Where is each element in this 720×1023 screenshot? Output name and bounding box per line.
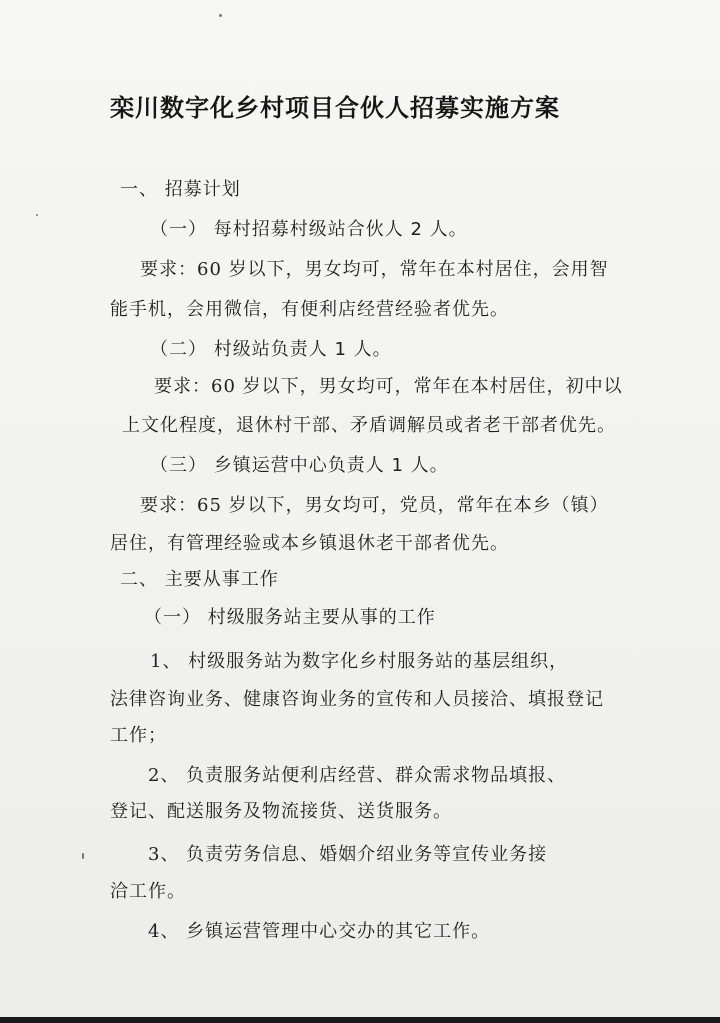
scan-speck: [82, 853, 84, 859]
paragraph-line: 法律咨询业务、健康咨询业务的宣传和人员接洽、填报登记: [110, 689, 604, 710]
subsection-village-partner: （一） 每村招募村级站合伙人 2 人。: [150, 219, 468, 240]
subsection-village-leader: （二） 村级站负责人 1 人。: [150, 339, 392, 360]
document-title: 栾川数字化乡村项目合伙人招募实施方案: [110, 94, 560, 122]
paragraph-line: 3、 负责劳务信息、婚姻介绍业务等宣传业务接: [148, 844, 548, 865]
section-heading-recruitment-plan: 一、 招募计划: [120, 179, 241, 200]
paragraph-line: 居住，有管理经验或本乡镇退休老干部者优先。: [110, 533, 509, 554]
scan-speck: [219, 14, 222, 17]
paragraph-line: 能手机，会用微信，有便利店经营经验者优先。: [110, 299, 509, 320]
subsection-service-station-work: （一） 村级服务站主要从事的工作: [144, 607, 436, 628]
scan-speck: [36, 214, 38, 216]
paragraph-line: 上文化程度，退休村干部、矛盾调解员或者老干部者优先。: [122, 415, 616, 436]
subsection-township-leader: （三） 乡镇运营中心负责人 1 人。: [150, 455, 449, 476]
paragraph-line: 1、 村级服务站为数字化乡村服务站的基层组织，: [150, 651, 569, 672]
paragraph-line: 洽工作。: [110, 881, 186, 902]
paragraph-line: 4、 乡镇运营管理中心交办的其它工作。: [148, 921, 491, 942]
paragraph-line: 要求：60 岁以下，男女均可，常年在本村居住，会用智: [140, 259, 609, 280]
paragraph-line: 要求：60 岁以下，男女均可，常年在本村居住，初中以: [154, 376, 623, 397]
paragraph-line: 工作；: [110, 725, 167, 746]
section-heading-main-work: 二、 主要从事工作: [120, 569, 279, 590]
paragraph-line: 2、 负责服务站便利店经营、群众需求物品填报、: [148, 765, 567, 786]
scan-bottom-edge: [0, 1017, 720, 1023]
paragraph-line: 登记、配送服务及物流接货、送货服务。: [110, 801, 452, 822]
paragraph-line: 要求：65 岁以下，男女均可，党员，常年在本乡（镇）: [140, 495, 609, 516]
